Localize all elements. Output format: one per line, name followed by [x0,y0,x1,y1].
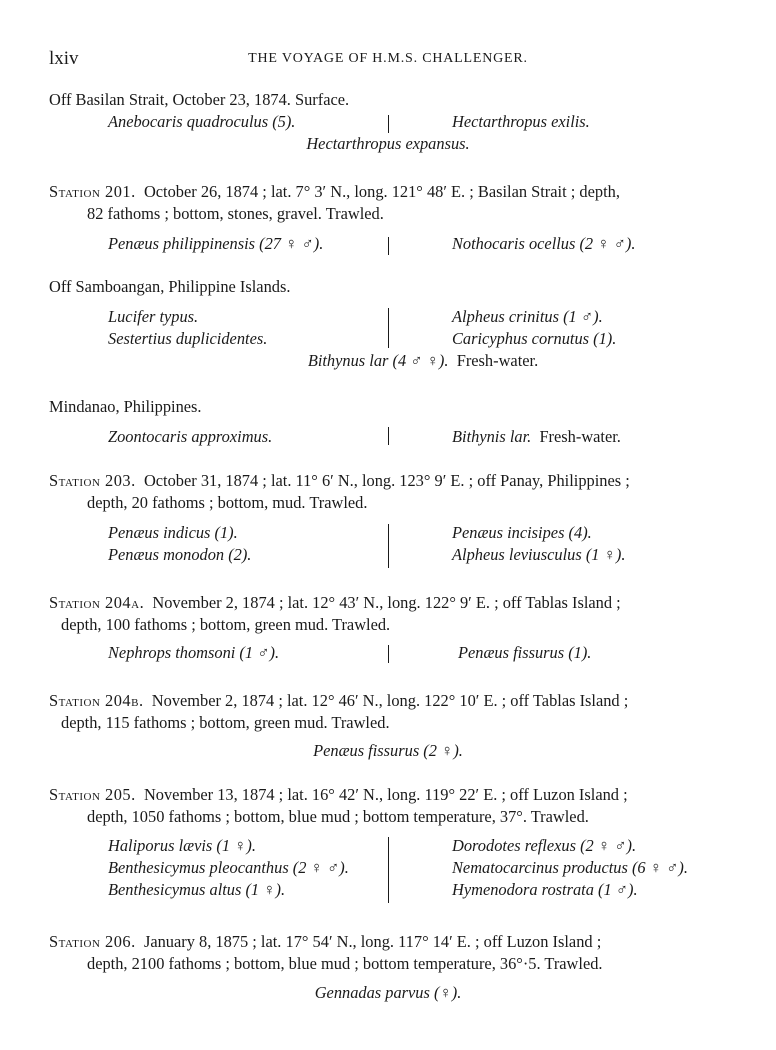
section-station-204a [0,592,776,664]
species-center: Bithynus lar (4 ♂ ♀). [307,351,449,370]
species-left: Sestertius duplicidentes. [108,329,268,348]
species-center: Hectarthropus expansus. [306,134,470,153]
station-line [0,690,776,712]
species-right: Alpheus leviusculus (1 ♀). [452,545,626,564]
species-right: Penæus fissurus (1). [458,643,592,662]
running-title: THE VOYAGE OF H.M.S. CHALLENGER. [248,51,528,66]
column-divider [388,524,389,568]
species-left: Lucifer typus. [108,307,199,326]
species-right: Nothocaris ocellus (2 ♀ ♂). [452,234,636,253]
station-label: Station 204a. [49,593,145,612]
column-divider [388,837,389,903]
station-line [0,931,776,953]
station-details-cont: 82 fathoms ; bottom, stones, gravel. Trawled. [87,204,384,223]
species-right-row [452,426,621,448]
column-divider [388,237,389,255]
species-left: Zoontocaris approximus. [108,427,273,446]
species-left: Penæus indicus (1). [108,523,238,542]
species-left: Penæus monodon (2). [108,545,252,564]
station-line [0,181,776,203]
section-mindanao [0,396,776,448]
station-details-cont: depth, 100 fathoms ; bottom, green mud. Trawled. [61,615,391,634]
column-divider [388,115,389,133]
column-divider [388,308,389,348]
section-station-204b [0,690,776,762]
station-label: Station 201. [49,182,136,201]
section-samboangan [0,276,776,372]
species-left: Nephrops thomsoni (1 ♂). [108,643,280,662]
species-right: Hymenodora rostrata (1 ♂). [452,880,638,899]
species-center-row [0,350,776,372]
station-details: January 8, 1875 ; lat. 17° 54′ N., long. 117° 14′ E. ; off Luzon Island ; [143,932,602,951]
station-details-cont: depth, 1050 fathoms ; bottom, blue mud ; bottom temperature, 37°. Trawled. [87,807,589,826]
section-heading: Off Samboangan, Philippine Islands. [49,277,291,296]
species-left: Benthesicymus pleocanthus (2 ♀ ♂). [108,858,349,877]
column-divider [388,427,389,445]
section-heading: Mindanao, Philippines. [49,397,202,416]
station-details: October 31, 1874 ; lat. 11° 6′ N., long. 123° 9′ E. ; off Panay, Philippines ; [143,471,630,490]
station-details-cont: depth, 2100 fathoms ; bottom, blue mud ; bottom temperature, 36°·5. Trawled. [87,954,603,973]
section-station-206 [0,931,776,1004]
species-right: Caricyphus cornutus (1). [452,329,617,348]
station-details: November 2, 1874 ; lat. 12° 43′ N., long. 122° 9′ E. ; off Tablas Island ; [152,593,621,612]
species-left: Anebocaris quadroculus (5). [108,112,296,131]
section-basilan [0,89,776,155]
station-label: Station 203. [49,471,136,490]
species-center: Gennadas parvus (♀). [314,983,462,1002]
page-number: lxiv [49,48,79,69]
station-label: Station 204b. [49,691,144,710]
section-station-203 [0,470,776,566]
species-left: Penæus philippinensis (27 ♀ ♂). [108,234,324,253]
species-left: Haliporus lævis (1 ♀). [108,836,256,855]
species-right: Penæus incisipes (4). [452,523,592,542]
species-left: Benthesicymus altus (1 ♀). [108,880,286,899]
species-right: Nematocarcinus productus (6 ♀ ♂). [452,858,688,877]
station-details: November 13, 1874 ; lat. 16° 42′ N., long. 119° 22′ E. ; off Luzon Island ; [143,785,628,804]
section-station-201 [0,181,776,255]
station-line [0,592,776,614]
station-details: November 2, 1874 ; lat. 12° 46′ N., long. 122° 10′ E. ; off Tablas Island ; [151,691,629,710]
species-right: Hectarthropus exilis. [452,112,590,131]
habitat-note: Fresh-water. [539,427,621,446]
species-right: Alpheus crinitus (1 ♂). [452,307,603,326]
station-details-cont: depth, 115 fathoms ; bottom, green mud. Trawled. [61,713,390,732]
station-label: Station 205. [49,785,136,804]
station-line [0,470,776,492]
habitat-note: Fresh-water. [456,351,539,370]
page-header [0,48,776,72]
species-center: Penæus fissurus (2 ♀). [313,741,463,760]
station-line [0,784,776,806]
section-station-205 [0,784,776,901]
station-label: Station 206. [49,932,136,951]
section-heading: Off Basilan Strait, October 23, 1874. Surface. [49,90,350,109]
species-right: Bithynis lar. [452,427,532,446]
station-details-cont: depth, 20 fathoms ; bottom, mud. Trawled. [87,493,368,512]
species-right: Dorodotes reflexus (2 ♀ ♂). [452,836,637,855]
column-divider [388,645,389,663]
station-details: October 26, 1874 ; lat. 7° 3′ N., long. 121° 48′ E. ; Basilan Strait ; depth, [143,182,620,201]
